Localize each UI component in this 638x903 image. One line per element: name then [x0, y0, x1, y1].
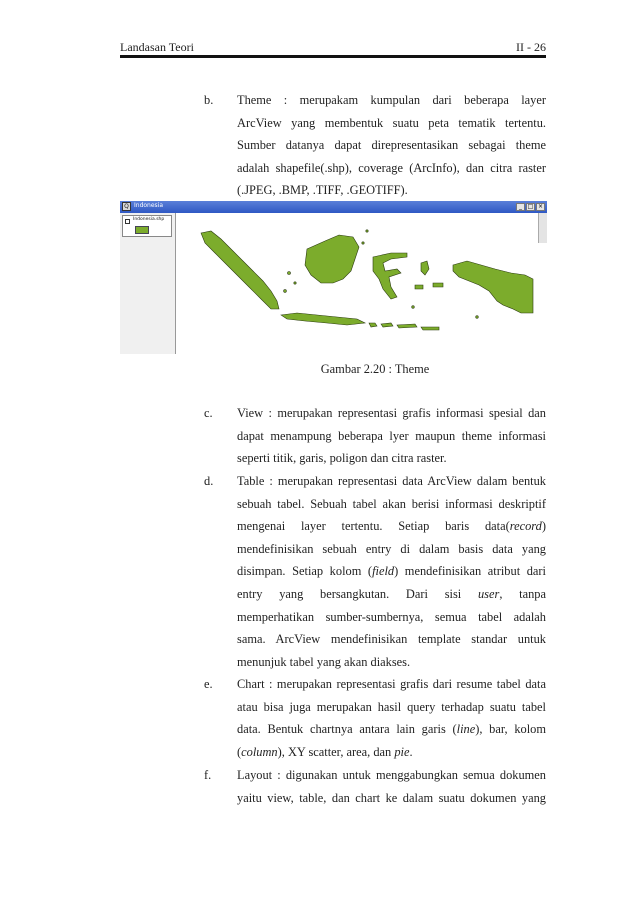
list-marker: b.: [204, 93, 214, 107]
text-line: Sumber datanya dapat direpresentasikan sebagai theme: [237, 138, 546, 153]
text-line: memperhatikan sumber-sumbernya, semua tabel adalah: [237, 609, 546, 624]
window-title: Indonesia: [134, 202, 164, 209]
text-line: (column), XY scatter, area, dan pie.: [237, 744, 413, 759]
toc-theme-name: Indonesia.shp: [133, 217, 165, 222]
term-column: column: [241, 744, 278, 759]
page-number: II - 26: [516, 40, 546, 54]
term-record: record: [509, 519, 542, 534]
arcview-screenshot: [120, 201, 547, 354]
island-maluku: [415, 261, 443, 289]
text-line: View : merupakan representasi grafis informasi spesial dan: [237, 406, 546, 420]
island-java: [281, 313, 365, 325]
list-item-d: [204, 470, 546, 673]
island-kalimantan: [305, 235, 359, 283]
text-line: sama. ArcView mendefinisikan template standar untuk: [237, 632, 546, 647]
list-marker: c.: [204, 406, 213, 420]
indonesia-map: [177, 213, 547, 354]
text-line: ArcView yang membentuk suatu peta tematik tertentu.: [237, 115, 546, 130]
theme-visibility-checkbox[interactable]: [125, 219, 130, 224]
term-pie: pie: [394, 744, 410, 759]
text-line: sebuah tabel. Sebuah tabel akan berisi informasi deskriptif: [237, 496, 546, 511]
text-line: disimpan. Setiap kolom (field) mendefinisikan atribut dari: [237, 564, 546, 579]
island-sumatra: [201, 231, 279, 309]
list-text: [237, 764, 546, 809]
minimize-icon[interactable]: _: [516, 203, 525, 211]
text-line: (.JPEG, .BMP, .TIFF, .GEOTIFF).: [237, 183, 408, 198]
list-marker: e.: [204, 677, 213, 691]
app-icon: Q: [122, 202, 131, 211]
term-field: field: [372, 564, 395, 579]
term-line: line: [456, 722, 476, 737]
list-item-f: [204, 764, 546, 809]
list-text: [237, 470, 546, 673]
term-user: user: [477, 586, 500, 601]
table-of-contents-panel: [120, 213, 176, 354]
island-papua: [453, 261, 533, 313]
window-titlebar: [120, 201, 547, 213]
theme-legend-swatch: [135, 226, 149, 234]
toc-theme-entry[interactable]: [122, 215, 172, 237]
list-text: [237, 89, 546, 202]
close-icon[interactable]: ×: [537, 203, 544, 210]
island-nusa-tenggara: [369, 323, 439, 330]
text-line: seperti titik, garis, poligon dan citra raster.: [237, 451, 447, 466]
text-line: atau bisa juga merupakan hasil query terhadap suatu tabel: [237, 699, 546, 714]
text-line: mendefinisikan sebuah entry di dalam basis data yang: [237, 541, 546, 556]
list-marker: f.: [204, 768, 212, 782]
text-line: data. Bentuk chartnya antara lain garis (line), bar, kolom: [237, 722, 546, 737]
list-item-b: [204, 89, 546, 202]
text-line: Layout : digunakan untuk menggabungkan semua dokumen: [237, 768, 546, 782]
list-item-e: [204, 673, 546, 763]
text-line: mengenai layer tertentu. Setiap baris data(record): [237, 519, 546, 534]
list-item-c: [204, 402, 546, 470]
list-text: [237, 673, 546, 763]
island-sulawesi: [373, 253, 407, 299]
maximize-icon[interactable]: □: [527, 203, 534, 210]
text-line: adalah shapefile(.shp), coverage (ArcInfo), dan citra raster: [237, 160, 546, 175]
header-rule: [120, 55, 546, 58]
list-marker: d.: [204, 474, 214, 488]
map-view[interactable]: [177, 213, 547, 354]
figure-caption: Gambar 2.20 : Theme: [320, 362, 430, 376]
text-line: entry yang bersangkutan. Dari sisi user, tanpa: [237, 586, 546, 601]
text-line: Theme : merupakam kumpulan dari beberapa layer: [237, 93, 546, 107]
list-text: [237, 402, 546, 470]
text-line: Table : merupakan representasi data ArcView dalam bentuk: [237, 474, 546, 488]
scrollbar[interactable]: [538, 213, 547, 243]
text-line: menunjuk tabel yang akan diakses.: [237, 654, 411, 669]
running-header-title: Landasan Teori: [120, 40, 194, 54]
text-line: dapat menampung beberapa lyer maupun theme informasi: [237, 428, 546, 443]
text-line: yaitu view, table, dan chart ke dalam suatu dokumen yang: [237, 790, 546, 805]
text-line: Chart : merupakan representasi grafis dari resume tabel data: [237, 677, 546, 691]
